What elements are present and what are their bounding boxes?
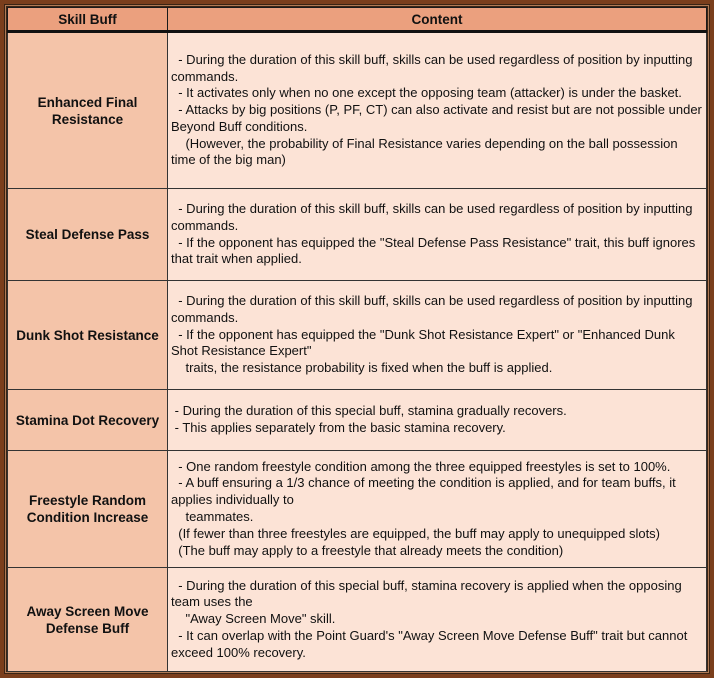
skill-content: - During the duration of this skill buff, skills can be used regardless of position by inputting commands. - If the opponent has equipped the "Dunk Shot Resistance Expert" or "Enhanced Dunk Shot Resistance Expert" traits, the resistance probability is fixed when the buff is applied.: [168, 281, 707, 390]
header-skill-buff: Skill Buff: [8, 8, 168, 32]
skill-name: Away Screen Move Defense Buff: [8, 568, 168, 672]
header-row: [8, 8, 707, 32]
table-row: [8, 32, 707, 189]
skill-name: Stamina Dot Recovery: [8, 390, 168, 451]
skill-content: - During the duration of this skill buff, skills can be used regardless of position by inputting commands. - It activates only when no one except the opposing team (attacker) is under the basket. - Attacks by big positions (P, PF, CT) can also activate and resist but are not possible under Beyond Buff conditions. (However, the probability of Final Resistance varies depending on the ball possession time of the big man): [168, 32, 707, 189]
skill-content: - One random freestyle condition among the three equipped freestyles is set to 100%. - A buff ensuring a 1/3 chance of meeting the condition is applied, and for team buffs, it applies individually to teammates. (If fewer than three freestyles are equipped, the buff may apply to unequipped slots) (The buff may apply to a freestyle that already meets the condition): [168, 451, 707, 568]
skill-content: - During the duration of this special buff, stamina gradually recovers. - This applies separately from the basic stamina recovery.: [168, 390, 707, 451]
skill-buff-table: [7, 7, 707, 672]
header-content: Content: [168, 8, 707, 32]
table-row: [8, 390, 707, 451]
table-row: [8, 451, 707, 568]
skill-name: Steal Defense Pass: [8, 189, 168, 281]
table-row: [8, 189, 707, 281]
table-row: [8, 281, 707, 390]
skill-content: - During the duration of this skill buff, skills can be used regardless of position by inputting commands. - If the opponent has equipped the "Steal Defense Pass Resistance" trait, this buff ignores that trait when applied.: [168, 189, 707, 281]
skill-name: Dunk Shot Resistance: [8, 281, 168, 390]
table-row: [8, 568, 707, 672]
skill-name: Enhanced Final Resistance: [8, 32, 168, 189]
skill-name: Freestyle Random Condition Increase: [8, 451, 168, 568]
skill-content: - During the duration of this special buff, stamina recovery is applied when the opposing team uses the "Away Screen Move" skill. - It can overlap with the Point Guard's "Away Screen Move Defense Buff" trait but cannot exceed 100% recovery.: [168, 568, 707, 672]
